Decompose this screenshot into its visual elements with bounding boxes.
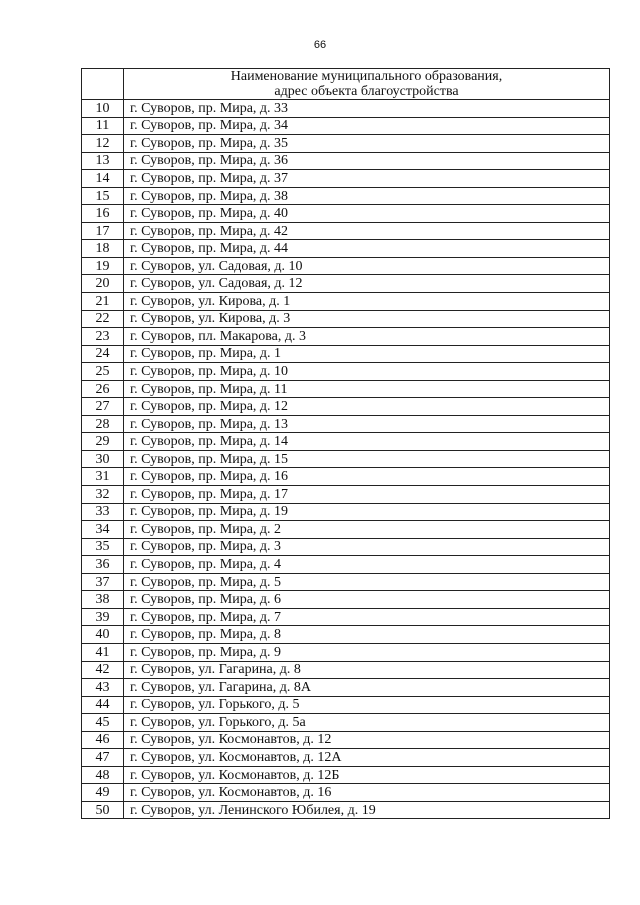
row-number: 31	[82, 468, 124, 486]
table-row	[82, 433, 610, 451]
row-number: 15	[82, 187, 124, 205]
row-number: 34	[82, 521, 124, 539]
row-address: г. Суворов, пр. Мира, д. 6	[124, 591, 610, 609]
row-address: г. Суворов, пр. Мира, д. 38	[124, 187, 610, 205]
row-address: г. Суворов, пр. Мира, д. 1	[124, 345, 610, 363]
row-number: 28	[82, 415, 124, 433]
row-number: 20	[82, 275, 124, 293]
row-address: г. Суворов, пр. Мира, д. 8	[124, 626, 610, 644]
row-number: 10	[82, 100, 124, 118]
table-row	[82, 766, 610, 784]
registry-table	[81, 68, 610, 819]
table-row	[82, 784, 610, 802]
row-number: 41	[82, 643, 124, 661]
row-address: г. Суворов, пр. Мира, д. 36	[124, 152, 610, 170]
table-row	[82, 608, 610, 626]
row-number: 23	[82, 328, 124, 346]
row-number: 29	[82, 433, 124, 451]
row-number: 38	[82, 591, 124, 609]
table-row	[82, 152, 610, 170]
row-number: 46	[82, 731, 124, 749]
row-number: 25	[82, 363, 124, 381]
row-number: 27	[82, 398, 124, 416]
table-row	[82, 643, 610, 661]
row-address: г. Суворов, пр. Мира, д. 17	[124, 486, 610, 504]
row-number: 47	[82, 749, 124, 767]
table-row	[82, 626, 610, 644]
table-row	[82, 731, 610, 749]
table-row	[82, 521, 610, 539]
row-address: г. Суворов, пр. Мира, д. 3	[124, 538, 610, 556]
row-number: 16	[82, 205, 124, 223]
table-row	[82, 538, 610, 556]
table-row	[82, 275, 610, 293]
table-row	[82, 450, 610, 468]
page-number: 66	[313, 39, 327, 51]
row-number: 21	[82, 293, 124, 311]
header-address-cell	[124, 69, 610, 100]
row-number: 43	[82, 679, 124, 697]
table-row	[82, 257, 610, 275]
row-number: 24	[82, 345, 124, 363]
row-address: г. Суворов, пр. Мира, д. 7	[124, 608, 610, 626]
row-address: г. Суворов, ул. Космонавтов, д. 12А	[124, 749, 610, 767]
table-row	[82, 345, 610, 363]
table-row	[82, 415, 610, 433]
row-address: г. Суворов, ул. Ленинского Юбилея, д. 19	[124, 801, 610, 819]
row-address: г. Суворов, пр. Мира, д. 40	[124, 205, 610, 223]
row-address: г. Суворов, ул. Гагарина, д. 8А	[124, 679, 610, 697]
row-number: 18	[82, 240, 124, 258]
table-row	[82, 187, 610, 205]
table-row	[82, 170, 610, 188]
row-address: г. Суворов, пр. Мира, д. 15	[124, 450, 610, 468]
row-address: г. Суворов, пр. Мира, д. 11	[124, 380, 610, 398]
row-number: 49	[82, 784, 124, 802]
row-address: г. Суворов, ул. Горького, д. 5	[124, 696, 610, 714]
table-row	[82, 556, 610, 574]
header-line-1: Наименование муниципального образования,	[230, 69, 503, 84]
row-number: 33	[82, 503, 124, 521]
row-number: 14	[82, 170, 124, 188]
row-address: г. Суворов, пр. Мира, д. 44	[124, 240, 610, 258]
row-address: г. Суворов, ул. Садовая, д. 10	[124, 257, 610, 275]
row-address: г. Суворов, пр. Мира, д. 33	[124, 100, 610, 118]
row-number: 50	[82, 801, 124, 819]
table-row	[82, 486, 610, 504]
table-row	[82, 573, 610, 591]
table-body	[82, 100, 610, 819]
table-row	[82, 117, 610, 135]
row-address: г. Суворов, пр. Мира, д. 12	[124, 398, 610, 416]
row-address: г. Суворов, ул. Кирова, д. 1	[124, 293, 610, 311]
row-number: 40	[82, 626, 124, 644]
row-number: 39	[82, 608, 124, 626]
row-address: г. Суворов, пр. Мира, д. 37	[124, 170, 610, 188]
row-address: г. Суворов, пр. Мира, д. 42	[124, 222, 610, 240]
row-number: 44	[82, 696, 124, 714]
row-address: г. Суворов, пр. Мира, д. 16	[124, 468, 610, 486]
table-row	[82, 749, 610, 767]
table-row	[82, 310, 610, 328]
table-row	[82, 293, 610, 311]
row-number: 37	[82, 573, 124, 591]
row-number: 26	[82, 380, 124, 398]
row-address: г. Суворов, ул. Космонавтов, д. 16	[124, 784, 610, 802]
header-number-cell	[82, 69, 124, 100]
row-number: 30	[82, 450, 124, 468]
row-number: 36	[82, 556, 124, 574]
row-address: г. Суворов, пл. Макарова, д. 3	[124, 328, 610, 346]
row-number: 45	[82, 714, 124, 732]
table-row	[82, 679, 610, 697]
row-address: г. Суворов, пр. Мира, д. 19	[124, 503, 610, 521]
row-number: 48	[82, 766, 124, 784]
row-address: г. Суворов, пр. Мира, д. 4	[124, 556, 610, 574]
row-number: 13	[82, 152, 124, 170]
row-address: г. Суворов, пр. Мира, д. 34	[124, 117, 610, 135]
row-number: 12	[82, 135, 124, 153]
table-row	[82, 222, 610, 240]
row-address: г. Суворов, пр. Мира, д. 14	[124, 433, 610, 451]
row-address: г. Суворов, пр. Мира, д. 9	[124, 643, 610, 661]
row-address: г. Суворов, ул. Гагарина, д. 8	[124, 661, 610, 679]
table-row	[82, 380, 610, 398]
table-header-row	[82, 69, 610, 100]
row-address: г. Суворов, пр. Мира, д. 35	[124, 135, 610, 153]
row-address: г. Суворов, пр. Мира, д. 10	[124, 363, 610, 381]
table-row	[82, 328, 610, 346]
table-row	[82, 503, 610, 521]
header-line-2: адрес объекта благоустройства	[274, 84, 459, 99]
row-number: 42	[82, 661, 124, 679]
table-row	[82, 661, 610, 679]
row-number: 17	[82, 222, 124, 240]
row-number: 22	[82, 310, 124, 328]
table-row	[82, 135, 610, 153]
table-row	[82, 100, 610, 118]
row-address: г. Суворов, ул. Садовая, д. 12	[124, 275, 610, 293]
table-row	[82, 714, 610, 732]
row-number: 19	[82, 257, 124, 275]
table-row	[82, 205, 610, 223]
row-number: 35	[82, 538, 124, 556]
row-address: г. Суворов, пр. Мира, д. 5	[124, 573, 610, 591]
row-address: г. Суворов, пр. Мира, д. 2	[124, 521, 610, 539]
table-row	[82, 468, 610, 486]
row-number: 32	[82, 486, 124, 504]
table-row	[82, 591, 610, 609]
table-row	[82, 363, 610, 381]
table-row	[82, 801, 610, 819]
table-row	[82, 240, 610, 258]
row-address: г. Суворов, ул. Космонавтов, д. 12	[124, 731, 610, 749]
row-address: г. Суворов, ул. Горького, д. 5а	[124, 714, 610, 732]
row-address: г. Суворов, ул. Космонавтов, д. 12Б	[124, 766, 610, 784]
table-row	[82, 696, 610, 714]
row-address: г. Суворов, пр. Мира, д. 13	[124, 415, 610, 433]
table-row	[82, 398, 610, 416]
row-address: г. Суворов, ул. Кирова, д. 3	[124, 310, 610, 328]
row-number: 11	[82, 117, 124, 135]
